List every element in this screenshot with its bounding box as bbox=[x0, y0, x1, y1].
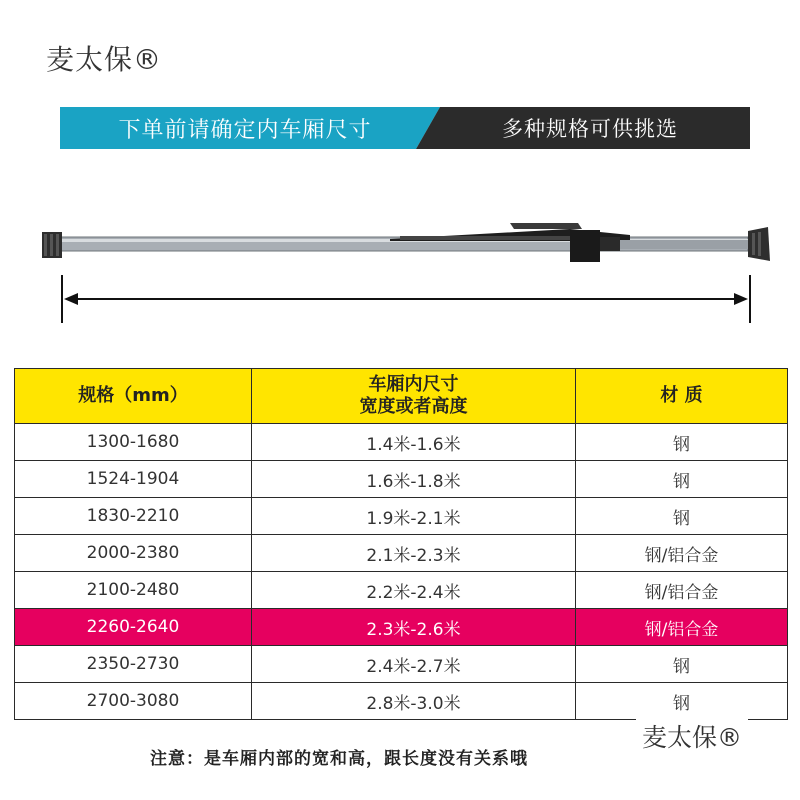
header-inner-size-line2: 宽度或者高度 bbox=[359, 396, 468, 417]
cell-spec: 1830-2210 bbox=[15, 498, 252, 535]
cell-spec: 2700-3080 bbox=[15, 683, 252, 720]
info-banner bbox=[60, 107, 750, 149]
table-row bbox=[15, 646, 788, 683]
brand-logo-bottom: 麦太保® bbox=[636, 718, 748, 754]
footnote: 注意：是车厢内部的宽和高，跟长度没有关系哦 bbox=[150, 749, 528, 769]
banner-notice-text: 下单前请确定内车厢尺寸 bbox=[118, 117, 372, 143]
header-material: 材 质 bbox=[576, 369, 788, 424]
table-row bbox=[15, 461, 788, 498]
cell-size: 2.3米-2.6米 bbox=[252, 609, 576, 646]
cell-size: 1.6米-1.8米 bbox=[252, 461, 576, 498]
cell-spec: 2350-2730 bbox=[15, 646, 252, 683]
cell-spec: 1524-1904 bbox=[15, 461, 252, 498]
header-inner-size-line1: 车厢内尺寸 bbox=[368, 374, 459, 395]
cell-spec: 1300-1680 bbox=[15, 424, 252, 461]
table-header-row bbox=[15, 369, 788, 424]
spec-table bbox=[14, 368, 788, 720]
cell-size: 2.1米-2.3米 bbox=[252, 535, 576, 572]
cell-material: 钢/铝合金 bbox=[576, 535, 788, 572]
table-row-highlighted bbox=[15, 609, 788, 646]
cell-size: 1.9米-2.1米 bbox=[252, 498, 576, 535]
header-spec: 规格（mm） bbox=[15, 369, 252, 424]
banner-options-text: 多种规格可供挑选 bbox=[502, 117, 678, 141]
table-row bbox=[15, 572, 788, 609]
length-arrow bbox=[58, 275, 758, 325]
cell-material: 钢 bbox=[576, 424, 788, 461]
table-row bbox=[15, 683, 788, 720]
cell-size: 1.4米-1.6米 bbox=[252, 424, 576, 461]
cell-material: 钢 bbox=[576, 498, 788, 535]
cell-spec: 2100-2480 bbox=[15, 572, 252, 609]
cell-spec: 2000-2380 bbox=[15, 535, 252, 572]
cell-spec: 2260-2640 bbox=[15, 609, 252, 646]
cell-material: 钢/铝合金 bbox=[576, 572, 788, 609]
brand-logo-top: 麦太保® bbox=[46, 43, 163, 76]
table-row bbox=[15, 498, 788, 535]
cell-material: 钢 bbox=[576, 646, 788, 683]
table-row bbox=[15, 424, 788, 461]
cell-material: 钢 bbox=[576, 461, 788, 498]
header-inner-size bbox=[252, 369, 576, 424]
cell-size: 2.2米-2.4米 bbox=[252, 572, 576, 609]
cargo-bar-illustration bbox=[30, 215, 770, 270]
cell-material: 钢/铝合金 bbox=[576, 609, 788, 646]
cell-material: 钢 bbox=[576, 683, 788, 720]
cell-size: 2.4米-2.7米 bbox=[252, 646, 576, 683]
table-row bbox=[15, 535, 788, 572]
cell-size: 2.8米-3.0米 bbox=[252, 683, 576, 720]
